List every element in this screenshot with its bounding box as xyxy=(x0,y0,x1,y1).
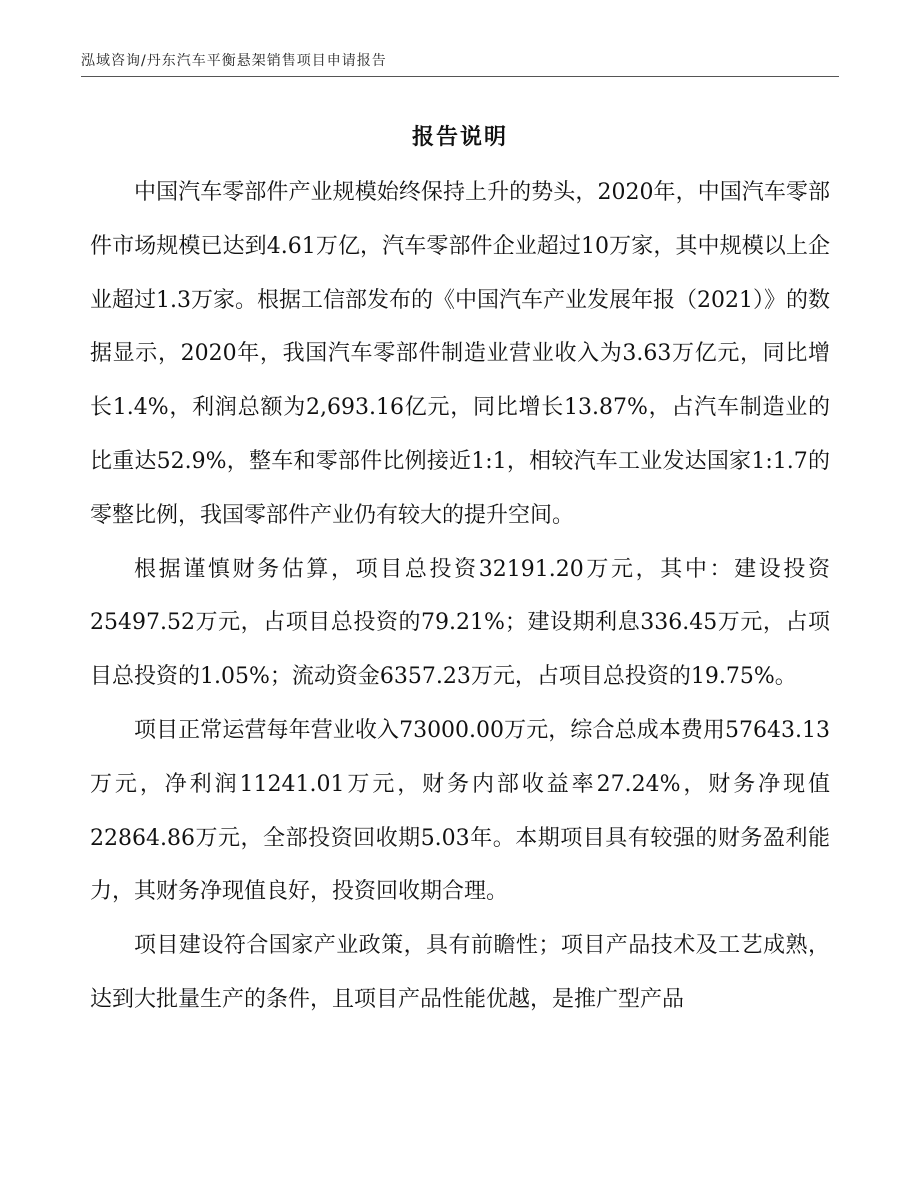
paragraph-industry-overview: 中国汽车零部件产业规模始终保持上升的势头，2020年，中国汽车零部件市场规模已达到4.61万亿，汽车零部件企业超过10万家，其中规模以上企业超过1.3万家。根据工信部发布的《中国汽车产业发展年报（2021）》的数据显示，2020年，我国汽车零部件制造业营业收入为3.63万亿元，同比增长1.4%，利润总额为2,693.16亿元，同比增长13.87%，占汽车制造业的比重达52.9%，整车和零部件比例接近1:1，相较汽车工业发达国家1:1.7的零整比例，我国零部件产业仍有较大的提升空间。 xyxy=(90,180,830,528)
running-header: 泓域咨询/丹东汽车平衡悬架销售项目申请报告 xyxy=(81,53,387,69)
header-divider xyxy=(81,76,839,77)
paragraph-investment-estimate: 根据谨慎财务估算，项目总投资32191.20万元，其中：建设投资25497.52万元，占项目总投资的79.21%；建设期利息336.45万元，占项目总投资的1.05%；流动资金6357.23万元，占项目总投资的19.75%。 xyxy=(90,556,830,690)
document-body xyxy=(90,166,830,1027)
page-title: 报告说明 xyxy=(411,125,508,150)
paragraph-project-feasibility: 项目建设符合国家产业政策，具有前瞻性；项目产品技术及工艺成熟，达到大批量生产的条件，且项目产品性能优越，是推广型产品 xyxy=(90,933,830,1012)
paragraph-operating-returns: 项目正常运营每年营业收入73000.00万元，综合总成本费用57643.13万元，净利润11241.01万元，财务内部收益率27.24%，财务净现值22864.86万元，全部投资回收期5.03年。本期项目具有较强的财务盈利能力，其财务净现值良好，投资回收期合理。 xyxy=(90,717,830,905)
